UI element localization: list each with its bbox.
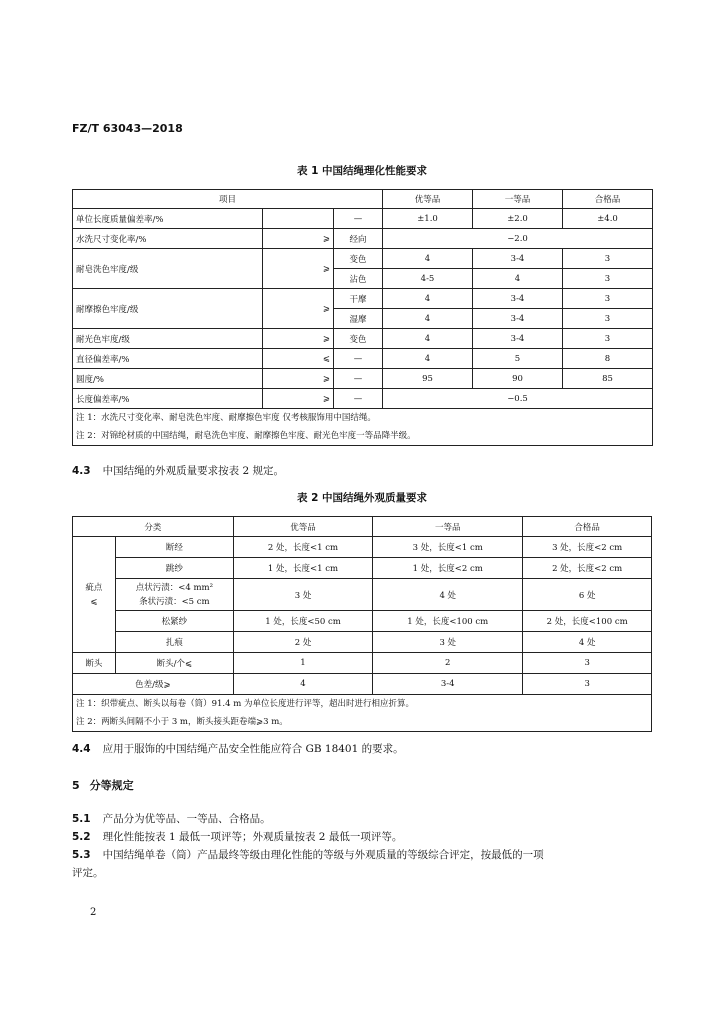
section-number: 4.4 xyxy=(72,743,91,755)
paragraph-5-1 xyxy=(72,811,271,826)
table1-header-grade1: 优等品 xyxy=(383,190,473,209)
table2-notes xyxy=(73,695,652,732)
table1-caption: 表 1 中国结绳理化性能要求 xyxy=(296,165,428,177)
cell-grade1: 4 xyxy=(233,674,372,695)
paragraph-4-4 xyxy=(72,741,404,756)
row-label: 断经 xyxy=(115,537,233,558)
section-number: 5.3 xyxy=(72,849,91,861)
table2-note-2: 注 2：两断头间隔不小于 3 m，断头接头距卷端⩾3 m。 xyxy=(76,717,288,727)
table2-header-category: 分类 xyxy=(73,517,234,537)
cell-grade1: 4-5 xyxy=(383,269,473,289)
table-row xyxy=(73,653,652,674)
cell-grade2: 2 xyxy=(373,653,523,674)
cell-grade1: 1 xyxy=(233,653,372,674)
table-row xyxy=(73,389,653,409)
paragraph-5-3-continued: 评定。 xyxy=(72,867,104,879)
cell-grade1: 1 处，长度<50 cm xyxy=(233,611,372,632)
table2-notes-row xyxy=(73,695,652,732)
defect-group-label xyxy=(73,537,116,653)
cell-grade3: 8 xyxy=(563,349,653,369)
row-label: 色差/级⩾ xyxy=(73,674,234,695)
table-row xyxy=(73,611,652,632)
cell-grade2: 3-4 xyxy=(473,249,563,269)
cell-grade2: 1 处，长度<2 cm xyxy=(373,558,523,579)
row-symbol xyxy=(263,209,334,229)
cell-grade3: 3 xyxy=(523,653,652,674)
paragraph-text: 产品分为优等品、一等品、合格品。 xyxy=(102,813,271,825)
table2-note-1: 注 1：织带疵点、断头以每卷（筒）91.4 m 为单位长度进行评等，超出时进行相应折算。 xyxy=(76,699,415,709)
section-title: 分等规定 xyxy=(89,779,134,792)
cell-grade3: 3 xyxy=(563,329,653,349)
row-label: 单位长度质量偏差率/% xyxy=(73,209,263,229)
row-label: 断头/个⩽ xyxy=(115,653,233,674)
row-sub: — xyxy=(334,369,383,389)
section-number: 5 xyxy=(72,779,80,792)
cell-grade3: 2 处，长度<2 cm xyxy=(523,558,652,579)
table-row xyxy=(73,558,652,579)
table1-note-2: 注 2：对锦纶材质的中国结绳，耐皂洗色牢度、耐摩擦色牢度、耐光色牢度一等品降半级。 xyxy=(76,431,416,441)
table2 xyxy=(72,516,652,732)
cell-grade1: 2 处 xyxy=(233,632,372,653)
cell-grade3: 3 xyxy=(563,309,653,329)
cell-grade2: 3 处 xyxy=(373,632,523,653)
row-label: 耐皂洗色牢度/级 xyxy=(73,249,263,289)
cell-merged: −2.0 xyxy=(383,229,653,249)
row-label xyxy=(115,579,233,611)
cell-grade3: ±4.0 xyxy=(563,209,653,229)
section-number: 5.2 xyxy=(72,831,91,843)
row-symbol: ⩾ xyxy=(263,289,334,329)
table-row xyxy=(73,329,653,349)
table2-caption: 表 2 中国结绳外观质量要求 xyxy=(296,492,428,504)
break-group-label: 断头 xyxy=(73,653,116,674)
table2-header-grade1: 优等品 xyxy=(233,517,372,537)
cell-grade3: 3 xyxy=(563,289,653,309)
cell-grade3: 3 处，长度<2 cm xyxy=(523,537,652,558)
row-symbol: ⩾ xyxy=(263,389,334,409)
cell-grade1: 2 处，长度<1 cm xyxy=(233,537,372,558)
cell-grade2: 3 处，长度<1 cm xyxy=(373,537,523,558)
table1-header-item: 项目 xyxy=(73,190,383,209)
cell-grade3: 4 处 xyxy=(523,632,652,653)
cell-grade2: 5 xyxy=(473,349,563,369)
paragraph-text: 应用于服饰的中国结绳产品安全性能应符合 GB 18401 的要求。 xyxy=(102,743,404,755)
table2-header-row xyxy=(73,517,652,537)
cell-grade3: 6 处 xyxy=(523,579,652,611)
document-number: FZ/T 63043—2018 xyxy=(72,122,183,135)
paragraph-text: 中国结绳的外观质量要求按表 2 规定。 xyxy=(102,465,284,477)
paragraph-5-3 xyxy=(72,847,544,862)
row-label: 跳纱 xyxy=(115,558,233,579)
row-sub: 变色 xyxy=(334,329,383,349)
cell-grade2: 3-4 xyxy=(473,329,563,349)
table2-header-grade3: 合格品 xyxy=(523,517,652,537)
cell-grade3: 85 xyxy=(563,369,653,389)
cell-grade2: 3-4 xyxy=(373,674,523,695)
cell-grade1: 95 xyxy=(383,369,473,389)
cell-grade3: 3 xyxy=(523,674,652,695)
section-number: 4.3 xyxy=(72,465,91,477)
row-sub: 湿摩 xyxy=(334,309,383,329)
cell-grade1: 4 xyxy=(383,329,473,349)
defect-group-symbol: ⩽ xyxy=(90,596,98,607)
cell-merged: −0.5 xyxy=(383,389,653,409)
row-label: 扎痕 xyxy=(115,632,233,653)
row-sub: — xyxy=(334,209,383,229)
row-symbol: ⩾ xyxy=(263,229,334,249)
row-sub: 变色 xyxy=(334,249,383,269)
paragraph-5-2 xyxy=(72,829,402,844)
row-symbol: ⩾ xyxy=(263,369,334,389)
cell-grade1: 4 xyxy=(383,349,473,369)
row-sub: — xyxy=(334,389,383,409)
cell-grade3: 3 xyxy=(563,249,653,269)
cell-grade1: 4 xyxy=(383,309,473,329)
row-label: 长度偏差率/% xyxy=(73,389,263,409)
row-sub: 沾色 xyxy=(334,269,383,289)
row-label-line-2: 条状污渍：<5 cm xyxy=(139,596,210,607)
row-symbol: ⩾ xyxy=(263,249,334,289)
row-sub: 干摩 xyxy=(334,289,383,309)
row-label: 耐光色牢度/级 xyxy=(73,329,263,349)
table-row xyxy=(73,229,653,249)
row-symbol: ⩾ xyxy=(263,329,334,349)
cell-grade2: ±2.0 xyxy=(473,209,563,229)
section-number: 5.1 xyxy=(72,813,91,825)
cell-grade2: 90 xyxy=(473,369,563,389)
row-sub: — xyxy=(334,349,383,369)
paragraph-text: 中国结绳单卷（筒）产品最终等级由理化性能的等级与外观质量的等级综合评定，按最低的一项 xyxy=(102,849,544,861)
cell-grade2: 4 xyxy=(473,269,563,289)
cell-grade1: 1 处，长度<1 cm xyxy=(233,558,372,579)
table1-header-grade2: 一等品 xyxy=(473,190,563,209)
table1-header-row xyxy=(73,190,653,209)
table1-header-grade3: 合格品 xyxy=(563,190,653,209)
cell-grade3: 2 处，长度<100 cm xyxy=(523,611,652,632)
row-label: 松紧纱 xyxy=(115,611,233,632)
row-label: 耐摩擦色牢度/级 xyxy=(73,289,263,329)
table-row xyxy=(73,349,653,369)
cell-grade1: 4 xyxy=(383,249,473,269)
table-row xyxy=(73,632,652,653)
row-sub: 经向 xyxy=(334,229,383,249)
table1-note-1: 注 1：水洗尺寸变化率、耐皂洗色牢度、耐摩擦色牢度 仅考核服饰用中国结绳。 xyxy=(76,413,376,423)
cell-grade2: 3-4 xyxy=(473,309,563,329)
table1 xyxy=(72,189,653,446)
paragraph-4-3 xyxy=(72,463,284,478)
row-label: 圆度/% xyxy=(73,369,263,389)
row-symbol: ⩽ xyxy=(263,349,334,369)
table-row xyxy=(73,579,652,611)
table1-notes-row xyxy=(73,409,653,446)
row-label-line-1: 点状污渍：<4 mm² xyxy=(135,582,213,593)
table-row xyxy=(73,369,653,389)
section-5-heading xyxy=(72,777,134,793)
row-label: 水洗尺寸变化率/% xyxy=(73,229,263,249)
cell-grade1: 3 处 xyxy=(233,579,372,611)
cell-grade1: 4 xyxy=(383,289,473,309)
paragraph-text: 理化性能按表 1 最低一项评等；外观质量按表 2 最低一项评等。 xyxy=(102,831,403,843)
cell-grade1: ±1.0 xyxy=(383,209,473,229)
cell-grade2: 4 处 xyxy=(373,579,523,611)
table-row xyxy=(73,289,653,309)
cell-grade3: 3 xyxy=(563,269,653,289)
table-row xyxy=(73,537,652,558)
cell-grade2: 3-4 xyxy=(473,289,563,309)
page-number: 2 xyxy=(90,907,97,918)
defect-group-text: 疵点 xyxy=(85,582,103,593)
table2-header-grade2: 一等品 xyxy=(373,517,523,537)
row-label: 直径偏差率/% xyxy=(73,349,263,369)
table-row xyxy=(73,249,653,269)
cell-grade2: 1 处，长度<100 cm xyxy=(373,611,523,632)
table1-notes xyxy=(73,409,653,446)
table-row xyxy=(73,674,652,695)
table-row xyxy=(73,209,653,229)
